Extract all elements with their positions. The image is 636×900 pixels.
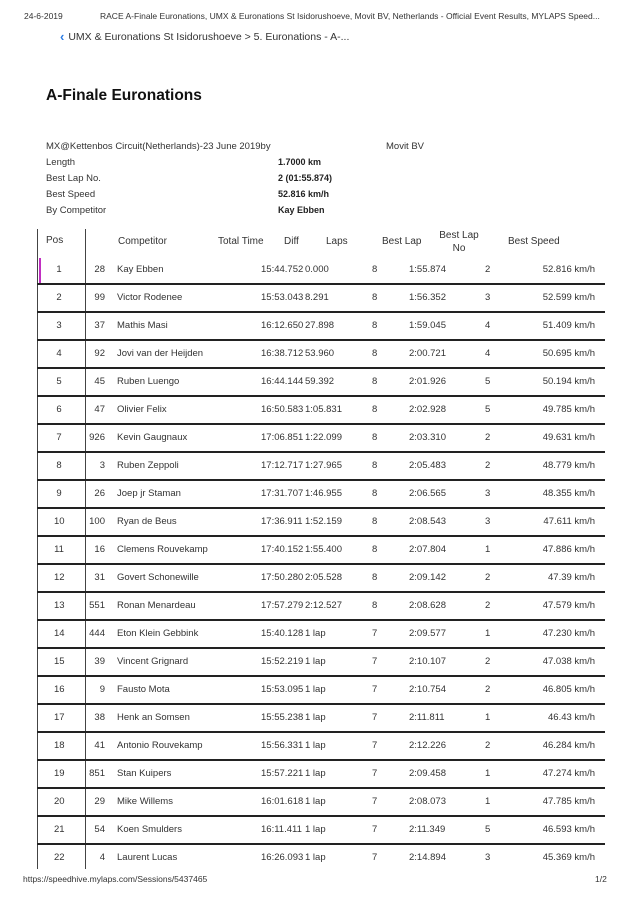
cell-total-time: 17:31.707 bbox=[261, 488, 304, 499]
cell-best-lap: 2:08.543 bbox=[409, 516, 446, 527]
cell-best-speed: 47.611 km/h bbox=[543, 516, 595, 527]
table-row bbox=[37, 677, 605, 705]
cell-best-lap: 2:09.142 bbox=[409, 572, 446, 583]
table-row bbox=[37, 789, 605, 817]
cell-total-time: 17:40.152 bbox=[261, 544, 304, 555]
cell-best-speed: 46.284 km/h bbox=[542, 740, 595, 751]
cell-best-lap-no: 2 bbox=[485, 656, 491, 667]
cell-laps: 7 bbox=[372, 712, 378, 723]
cell-best-speed: 51.409 km/h bbox=[542, 320, 595, 331]
cell-number: 9 bbox=[99, 684, 105, 695]
cell-best-lap: 1:56.352 bbox=[409, 292, 446, 303]
cell-number: 45 bbox=[94, 376, 105, 387]
cell-number: 37 bbox=[94, 320, 105, 331]
cell-diff: 1 lap bbox=[305, 768, 326, 779]
cell-number: 38 bbox=[94, 712, 105, 723]
cell-number: 851 bbox=[89, 768, 105, 779]
footer-page-number: 1/2 bbox=[595, 874, 607, 884]
cell-diff: 1:05.831 bbox=[305, 404, 342, 415]
column-header-total-time[interactable]: Total Time bbox=[218, 236, 264, 247]
cell-laps: 7 bbox=[372, 656, 378, 667]
info-value-best-lap: 2 (01:55.874) bbox=[278, 173, 333, 183]
cell-best-speed: 46.43 km/h bbox=[548, 712, 595, 723]
cell-pos: 3 bbox=[56, 320, 62, 331]
cell-best-lap-no: 5 bbox=[485, 824, 491, 835]
cell-competitor[interactable]: Olivier Felix bbox=[117, 404, 167, 415]
page-title: A-Finale Euronations bbox=[46, 87, 202, 104]
cell-laps: 8 bbox=[372, 404, 378, 415]
cell-competitor[interactable]: Mathis Masi bbox=[117, 320, 168, 331]
column-header-diff[interactable]: Diff bbox=[284, 236, 299, 247]
cell-laps: 7 bbox=[372, 852, 378, 863]
cell-number: 16 bbox=[94, 544, 105, 555]
cell-number: 3 bbox=[99, 460, 105, 471]
cell-number: 92 bbox=[94, 348, 105, 359]
cell-laps: 7 bbox=[372, 796, 378, 807]
cell-total-time: 15:55.238 bbox=[261, 712, 304, 723]
cell-diff: 1 lap bbox=[305, 628, 326, 639]
cell-diff: 1 lap bbox=[305, 656, 326, 667]
info-value-by-competitor: Kay Ebben bbox=[278, 205, 325, 215]
cell-laps: 7 bbox=[372, 684, 378, 695]
cell-pos: 11 bbox=[54, 544, 64, 555]
cell-best-lap-no: 2 bbox=[485, 264, 491, 275]
cell-best-lap: 2:03.310 bbox=[409, 432, 446, 443]
cell-laps: 8 bbox=[372, 488, 378, 499]
info-label-by-competitor: By Competitor bbox=[46, 205, 107, 216]
cell-best-lap: 2:08.628 bbox=[409, 600, 446, 611]
breadcrumb[interactable] bbox=[60, 31, 349, 43]
cell-pos: 12 bbox=[54, 572, 65, 583]
cell-diff: 1:46.955 bbox=[305, 488, 342, 499]
cell-pos: 10 bbox=[54, 516, 65, 527]
table-row bbox=[37, 341, 605, 369]
cell-diff: 1:27.965 bbox=[305, 460, 342, 471]
cell-competitor[interactable]: Victor Rodenee bbox=[117, 292, 183, 303]
cell-best-lap: 2:12.226 bbox=[409, 740, 446, 751]
cell-competitor[interactable]: Kay Ebben bbox=[117, 264, 164, 275]
cell-total-time: 16:12.650 bbox=[261, 320, 304, 331]
cell-diff: 1:52.159 bbox=[305, 516, 342, 527]
table-row bbox=[37, 817, 605, 845]
cell-total-time: 15:53.095 bbox=[261, 684, 304, 695]
cell-total-time: 15:40.128 bbox=[261, 628, 304, 639]
cell-competitor[interactable]: Ruben Luengo bbox=[117, 376, 180, 387]
column-header-competitor[interactable]: Competitor bbox=[118, 236, 167, 247]
table-row bbox=[37, 313, 605, 341]
cell-total-time: 16:38.712 bbox=[261, 348, 304, 359]
cell-pos: 4 bbox=[56, 348, 62, 359]
column-header-best-lap[interactable]: Best Lap bbox=[382, 236, 422, 247]
cell-competitor[interactable]: Joep jr Staman bbox=[117, 488, 181, 499]
cell-pos: 20 bbox=[54, 796, 65, 807]
cell-laps: 8 bbox=[372, 544, 378, 555]
cell-diff: 1 lap bbox=[305, 824, 326, 835]
cell-best-lap-no: 3 bbox=[485, 516, 491, 527]
cell-best-lap-no: 2 bbox=[485, 572, 491, 583]
table-row bbox=[37, 593, 605, 621]
table-row bbox=[37, 509, 605, 537]
cell-best-lap-no: 5 bbox=[485, 404, 491, 415]
cell-best-speed: 48.355 km/h bbox=[542, 488, 595, 499]
cell-number: 551 bbox=[89, 600, 105, 611]
print-page-title: RACE A-Finale Euronations, UMX & Euronations St Isidorushoeve, Movit BV, Netherlands - Official Event Results, MYLAPS Speed... bbox=[100, 11, 600, 21]
cell-best-speed: 46.805 km/h bbox=[542, 684, 595, 695]
cell-total-time: 17:06.851 bbox=[261, 432, 304, 443]
cell-competitor[interactable]: Ruben Zeppoli bbox=[117, 460, 179, 471]
cell-diff: 53.960 bbox=[305, 348, 335, 359]
cell-number: 29 bbox=[94, 796, 105, 807]
info-label-length: Length bbox=[46, 157, 76, 168]
cell-best-lap-no: 2 bbox=[485, 740, 491, 751]
cell-best-lap: 2:01.926 bbox=[409, 376, 446, 387]
cell-pos: 7 bbox=[56, 432, 62, 443]
cell-laps: 8 bbox=[372, 432, 378, 443]
cell-laps: 7 bbox=[372, 628, 378, 639]
cell-pos: 2 bbox=[56, 292, 62, 303]
footer-url[interactable]: https://speedhive.mylaps.com/Sessions/5437465 bbox=[23, 874, 208, 884]
cell-laps: 8 bbox=[372, 460, 378, 471]
cell-total-time: 16:26.093 bbox=[261, 852, 304, 863]
table-row bbox=[37, 285, 605, 313]
info-value-length: 1.7000 km bbox=[278, 157, 322, 167]
cell-number: 99 bbox=[94, 292, 105, 303]
cell-best-speed: 47.785 km/h bbox=[542, 796, 595, 807]
column-header-pos[interactable]: Pos bbox=[46, 235, 64, 246]
organizer: Movit BV bbox=[386, 141, 425, 152]
cell-competitor[interactable]: Ronan Menardeau bbox=[117, 600, 196, 611]
breadcrumb-text[interactable]: UMX & Euronations St Isidorushoeve > 5. Euronations - A-... bbox=[68, 31, 350, 43]
table-row bbox=[37, 537, 605, 565]
table-row bbox=[37, 425, 605, 453]
cell-number: 444 bbox=[89, 628, 105, 639]
cell-competitor[interactable]: Eton Klein Gebbink bbox=[117, 628, 199, 639]
cell-best-lap: 2:10.107 bbox=[409, 656, 446, 667]
cell-total-time: 16:01.618 bbox=[261, 796, 304, 807]
cell-pos: 9 bbox=[56, 488, 62, 499]
cell-best-lap-no: 1 bbox=[485, 544, 491, 555]
cell-total-time: 15:56.331 bbox=[261, 740, 304, 751]
cell-best-speed: 46.593 km/h bbox=[542, 824, 595, 835]
cell-number: 926 bbox=[89, 432, 105, 443]
cell-pos: 8 bbox=[56, 460, 62, 471]
cell-total-time: 15:53.043 bbox=[261, 292, 304, 303]
cell-competitor[interactable]: Kevin Gaugnaux bbox=[117, 432, 188, 443]
cell-competitor[interactable]: Fausto Mota bbox=[117, 684, 170, 695]
cell-best-speed: 47.579 km/h bbox=[542, 600, 595, 611]
cell-pos: 13 bbox=[54, 600, 65, 611]
cell-diff: 1 lap bbox=[305, 852, 326, 863]
cell-number: 47 bbox=[94, 404, 105, 415]
cell-total-time: 17:12.717 bbox=[261, 460, 304, 471]
info-label-best-speed: Best Speed bbox=[46, 189, 96, 200]
cell-competitor[interactable]: Govert Schonewille bbox=[117, 572, 199, 583]
cell-total-time: 17:36.911 bbox=[261, 516, 303, 527]
cell-diff: 59.392 bbox=[305, 376, 335, 387]
table-row bbox=[37, 845, 605, 873]
cell-pos: 19 bbox=[54, 768, 65, 779]
cell-total-time: 16:50.583 bbox=[261, 404, 304, 415]
table-row bbox=[37, 257, 605, 285]
cell-best-lap-no: 3 bbox=[485, 852, 491, 863]
cell-diff: 27.898 bbox=[305, 320, 335, 331]
table-row bbox=[37, 761, 605, 789]
cell-best-speed: 47.038 km/h bbox=[542, 656, 595, 667]
table-row bbox=[37, 453, 605, 481]
cell-laps: 8 bbox=[372, 348, 378, 359]
print-date: 24-6-2019 bbox=[24, 11, 63, 21]
cell-pos: 6 bbox=[56, 404, 62, 415]
cell-laps: 8 bbox=[372, 516, 378, 527]
cell-diff: 0.000 bbox=[305, 264, 329, 275]
cell-best-lap: 2:07.804 bbox=[409, 544, 446, 555]
cell-competitor[interactable]: Henk an Somsen bbox=[117, 712, 190, 723]
cell-diff: 1 lap bbox=[305, 684, 326, 695]
cell-total-time: 16:11.411 bbox=[261, 824, 302, 835]
cell-best-lap-no: 4 bbox=[485, 320, 491, 331]
cell-pos: 5 bbox=[56, 376, 62, 387]
cell-competitor[interactable]: Koen Smulders bbox=[117, 824, 182, 835]
cell-competitor[interactable]: Jovi van der Heijden bbox=[117, 348, 204, 359]
cell-pos: 1 bbox=[56, 264, 62, 275]
info-label-best-lap: Best Lap No. bbox=[46, 173, 101, 184]
cell-best-lap-no: 1 bbox=[485, 796, 491, 807]
cell-laps: 8 bbox=[372, 292, 378, 303]
cell-diff: 1:55.400 bbox=[305, 544, 342, 555]
cell-best-speed: 45.369 km/h bbox=[542, 852, 595, 863]
cell-best-lap: 2:11.349 bbox=[409, 824, 446, 835]
cell-diff: 1 lap bbox=[305, 740, 326, 751]
cell-number: 4 bbox=[99, 852, 105, 863]
table-row bbox=[37, 733, 605, 761]
cell-best-lap: 2:00.721 bbox=[409, 348, 446, 359]
cell-best-speed: 50.194 km/h bbox=[542, 376, 595, 387]
cell-best-speed: 49.785 km/h bbox=[542, 404, 595, 415]
cell-best-lap-no: 3 bbox=[485, 488, 491, 499]
cell-pos: 14 bbox=[54, 628, 65, 639]
cell-best-lap-no: 2 bbox=[485, 600, 491, 611]
cell-laps: 7 bbox=[372, 768, 378, 779]
cell-number: 31 bbox=[94, 572, 105, 583]
cell-laps: 8 bbox=[372, 376, 378, 387]
cell-best-lap: 2:06.565 bbox=[409, 488, 446, 499]
cell-competitor[interactable]: Vincent Grignard bbox=[117, 656, 189, 667]
cell-number: 26 bbox=[94, 488, 105, 499]
cell-best-speed: 52.816 km/h bbox=[542, 264, 595, 275]
cell-best-lap-no: 3 bbox=[485, 292, 491, 303]
cell-total-time: 17:57.279 bbox=[261, 600, 304, 611]
table-row bbox=[37, 369, 605, 397]
table-row bbox=[37, 397, 605, 425]
chevron-left-icon[interactable]: ‹ bbox=[60, 29, 65, 44]
cell-laps: 8 bbox=[372, 264, 378, 275]
cell-best-lap-no: 1 bbox=[485, 628, 491, 639]
cell-best-speed: 47.230 km/h bbox=[542, 628, 595, 639]
table-row bbox=[37, 621, 605, 649]
cell-total-time: 15:44.752 bbox=[261, 264, 304, 275]
cell-best-lap-no: 5 bbox=[485, 376, 491, 387]
cell-best-speed: 48.779 km/h bbox=[542, 460, 595, 471]
column-header-laps[interactable]: Laps bbox=[326, 236, 348, 247]
cell-total-time: 15:57.221 bbox=[261, 768, 304, 779]
cell-competitor[interactable]: Antonio Rouvekamp bbox=[117, 740, 203, 751]
cell-competitor[interactable]: Mike Willems bbox=[117, 796, 173, 807]
cell-best-lap: 2:09.458 bbox=[409, 768, 446, 779]
cell-best-speed: 50.695 km/h bbox=[542, 348, 595, 359]
cell-best-lap: 2:05.483 bbox=[409, 460, 446, 471]
cell-diff: 1 lap bbox=[305, 796, 326, 807]
cell-pos: 15 bbox=[54, 656, 65, 667]
cell-best-lap: 1:59.045 bbox=[409, 320, 446, 331]
cell-diff: 2:05.528 bbox=[305, 572, 342, 583]
cell-best-lap: 2:10.754 bbox=[409, 684, 446, 695]
cell-laps: 7 bbox=[372, 824, 378, 835]
cell-laps: 7 bbox=[372, 740, 378, 751]
info-value-best-speed: 52.816 km/h bbox=[278, 189, 330, 199]
cell-diff: 1:22.099 bbox=[305, 432, 342, 443]
cell-best-lap: 2:08.073 bbox=[409, 796, 446, 807]
cell-number: 41 bbox=[94, 740, 105, 751]
cell-total-time: 16:44.144 bbox=[261, 376, 304, 387]
cell-number: 54 bbox=[94, 824, 105, 835]
cell-pos: 18 bbox=[54, 740, 65, 751]
event-line: MX@Kettenbos Circuit(Netherlands)-23 June 2019by bbox=[46, 141, 271, 152]
cell-laps: 8 bbox=[372, 572, 378, 583]
cell-competitor[interactable]: Ryan de Beus bbox=[117, 516, 177, 527]
table-row bbox=[37, 481, 605, 509]
cell-best-speed: 47.886 km/h bbox=[542, 544, 595, 555]
column-header-best-speed[interactable]: Best Speed bbox=[508, 236, 560, 247]
cell-best-lap-no: 4 bbox=[485, 348, 491, 359]
cell-total-time: 17:50.280 bbox=[261, 572, 304, 583]
cell-competitor[interactable]: Stan Kuipers bbox=[117, 768, 172, 779]
cell-best-lap: 2:14.894 bbox=[409, 852, 446, 863]
cell-pos: 22 bbox=[54, 852, 65, 863]
cell-best-speed: 52.599 km/h bbox=[542, 292, 595, 303]
cell-best-lap: 2:02.928 bbox=[409, 404, 446, 415]
cell-laps: 8 bbox=[372, 320, 378, 331]
cell-laps: 8 bbox=[372, 600, 378, 611]
cell-diff: 1 lap bbox=[305, 712, 326, 723]
cell-best-lap-no: 2 bbox=[485, 460, 491, 471]
cell-pos: 16 bbox=[54, 684, 65, 695]
cell-best-lap-no: 1 bbox=[485, 768, 491, 779]
cell-best-lap-no: 1 bbox=[485, 712, 491, 723]
cell-total-time: 15:52.219 bbox=[261, 656, 304, 667]
cell-pos: 17 bbox=[54, 712, 65, 723]
cell-best-speed: 47.274 km/h bbox=[542, 768, 595, 779]
table-row bbox=[37, 649, 605, 677]
cell-best-lap-no: 2 bbox=[485, 432, 491, 443]
cell-best-speed: 49.631 km/h bbox=[542, 432, 595, 443]
cell-number: 100 bbox=[89, 516, 105, 527]
cell-diff: 8.291 bbox=[305, 292, 329, 303]
cell-competitor[interactable]: Laurent Lucas bbox=[117, 852, 178, 863]
cell-best-lap-no: 2 bbox=[485, 684, 491, 695]
table-row bbox=[37, 705, 605, 733]
column-header-best-lap-no[interactable]: Best Lap No bbox=[439, 230, 479, 254]
cell-best-lap: 1:55.874 bbox=[409, 264, 446, 275]
cell-pos: 21 bbox=[54, 824, 65, 835]
cell-diff: 2:12.527 bbox=[305, 600, 342, 611]
cell-best-lap: 2:09.577 bbox=[409, 628, 446, 639]
cell-best-speed: 47.39 km/h bbox=[548, 572, 595, 583]
cell-number: 28 bbox=[94, 264, 105, 275]
table-row bbox=[37, 565, 605, 593]
cell-number: 39 bbox=[94, 656, 105, 667]
cell-competitor[interactable]: Clemens Rouvekamp bbox=[117, 544, 208, 555]
cell-best-lap: 2:11.811 bbox=[409, 712, 445, 723]
